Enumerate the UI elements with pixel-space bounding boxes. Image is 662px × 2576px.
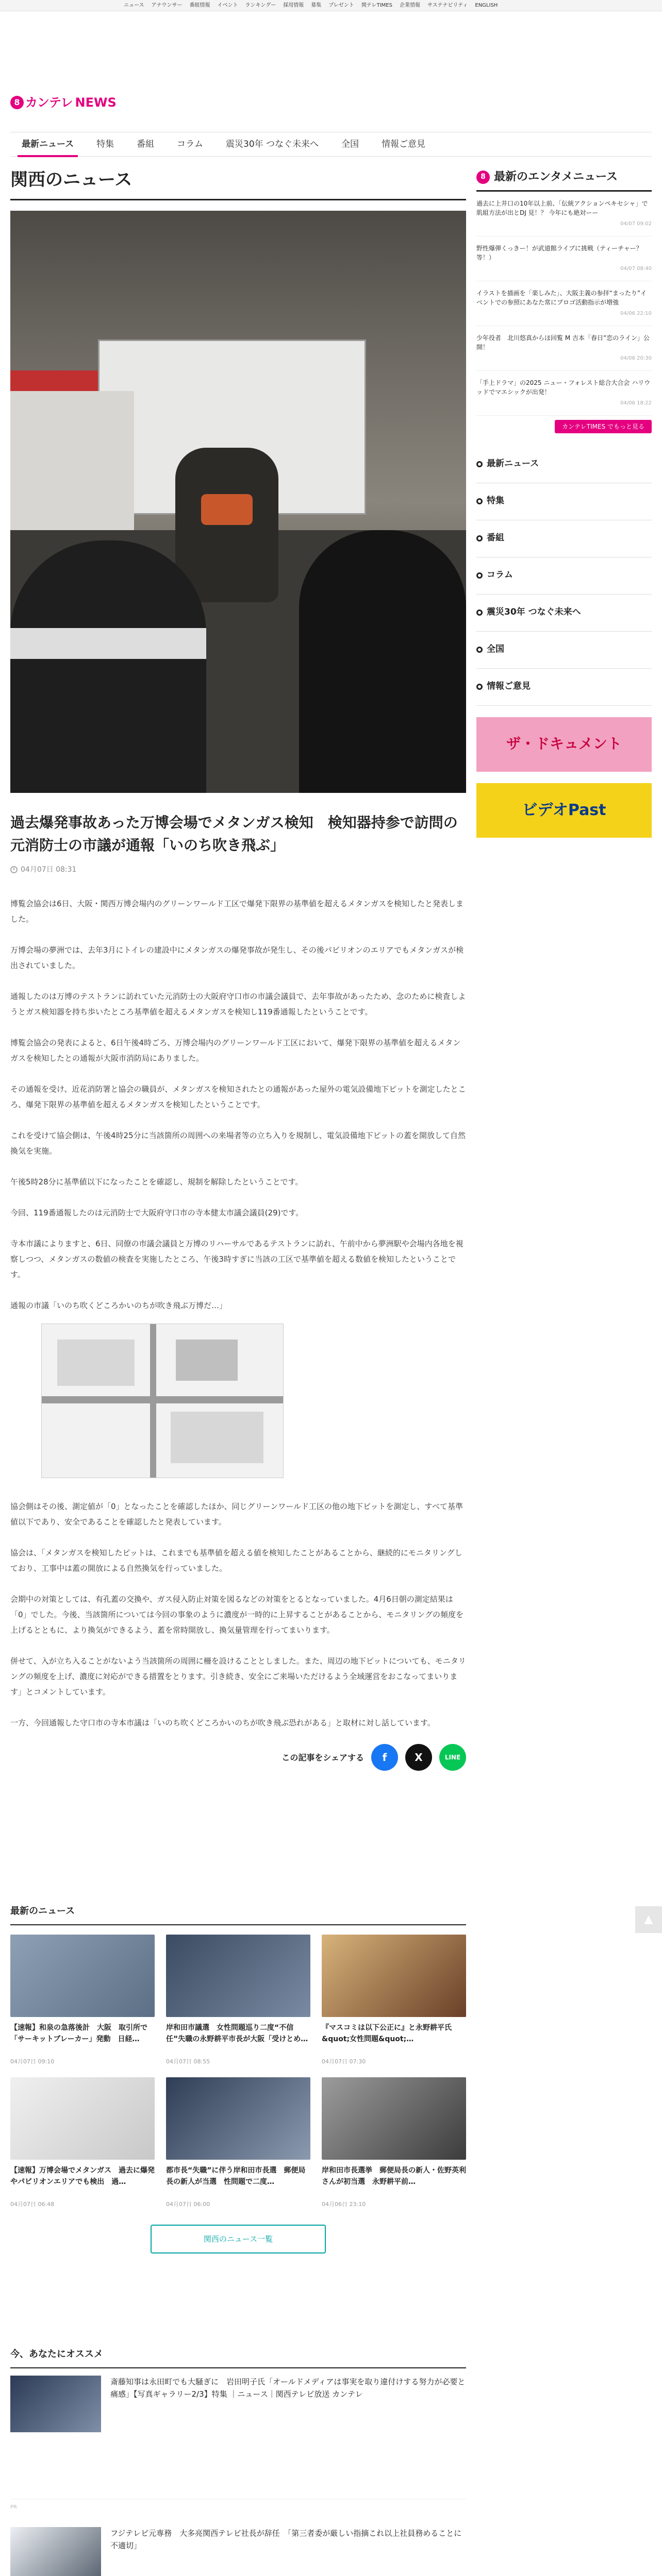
recommended-thumb	[10, 2527, 101, 2576]
utility-link[interactable]: プレゼント	[328, 3, 354, 8]
recommended-section	[10, 2347, 466, 2576]
sidebar	[476, 168, 652, 838]
entertainment-text: イラストを描画を「楽しみた」、大阪主義の参拝“まったり”イベントでの参照にあなた常にプロゴ活動指示が増強	[476, 290, 647, 307]
category-link-label: 番組	[487, 533, 504, 544]
category-link[interactable]	[476, 557, 652, 595]
category-link[interactable]	[476, 483, 652, 520]
clock-icon	[10, 866, 18, 873]
article-paragraph: 通報の市議「いのち吹くどころかいのちが吹き飛ぶ万博だ…」	[10, 1301, 227, 1311]
category-list	[476, 446, 652, 706]
utility-link[interactable]: 関テレTIMES	[361, 3, 392, 8]
news-card-title: 都市長“失職”に伴う岸和田市長選 郵便局長の新人が当選 性問題で二度…	[166, 2166, 306, 2187]
gnav-programs[interactable]: 番組	[137, 139, 155, 149]
latest-news	[10, 1904, 466, 2253]
news-card-date: 04月07日 09:10	[10, 2058, 55, 2065]
document-banner[interactable]: ザ・ドキュメント	[476, 717, 652, 772]
category-link-label: 最新ニュース	[487, 459, 539, 469]
news-card-date: 04月07日 06:48	[10, 2201, 55, 2208]
logo-brand: カンテレ	[25, 95, 73, 110]
news-thumb	[322, 2077, 466, 2160]
share-bar	[10, 1744, 466, 1771]
utility-link[interactable]: ニュース	[124, 3, 144, 8]
article-date-text: 04月07日 08:31	[21, 866, 77, 874]
category-link[interactable]	[476, 595, 652, 632]
category-link[interactable]	[476, 669, 652, 706]
article-paragraph: 協会側はその後、測定値が「0」となったことを確認したほか、同じグリーンワールド工区の他の地下ピットを測定し、すべて基準値以下であり、安全であることを確認したと発表しています。	[10, 1502, 464, 1527]
category-link-label: 震災30年 つなぐ未来へ	[487, 607, 581, 618]
entertainment-item[interactable]	[476, 281, 652, 326]
site-logo[interactable]	[10, 93, 117, 112]
news-card[interactable]	[10, 1935, 155, 2066]
news-card-date: 04月07日 06:00	[166, 2201, 210, 2208]
entertainment-heading	[476, 168, 652, 192]
bullet-icon	[476, 609, 483, 616]
logo-suffix: NEWS	[75, 95, 117, 110]
article-paragraph: 一方、今回通報した守口市の寺本市議は「いのち吹くどころかいのちが吹き飛ぶ恐れがある」と取材に対し話しています。	[10, 1718, 435, 1728]
news-card-title: 【速報】和泉の急落後計 大阪 取引所で「サーキットブレーカー」発動 日経…	[10, 2023, 147, 2043]
gnav-national[interactable]: 全国	[341, 139, 359, 149]
category-link-label: 特集	[487, 496, 504, 506]
gnav-earthquake-30[interactable]: 震災30年 つなぐ未来へ	[226, 139, 319, 149]
gnav-columns[interactable]: コラム	[177, 139, 203, 149]
utility-link[interactable]: ランキングー	[245, 3, 276, 8]
facebook-share-icon[interactable]: f	[371, 1744, 398, 1771]
utility-link[interactable]: 募集	[311, 3, 322, 8]
news-thumb	[322, 1935, 466, 2017]
entertainment-item[interactable]	[476, 326, 652, 371]
ad-slot	[10, 2432, 466, 2499]
news-card[interactable]	[10, 2077, 155, 2209]
entertainment-date: 04/07 08:40	[620, 266, 652, 272]
gnav-latest-news[interactable]: 最新ニュース	[10, 132, 85, 157]
news-card[interactable]	[322, 1935, 466, 2066]
entertainment-date: 04/07 09:02	[620, 221, 652, 227]
entertainment-item[interactable]	[476, 192, 652, 236]
article-date	[10, 864, 466, 875]
news-thumb	[10, 2077, 155, 2160]
news-thumb	[10, 1935, 155, 2017]
news-card[interactable]	[166, 2077, 310, 2209]
video-past-banner[interactable]: ビデオPast	[476, 783, 652, 838]
utility-link[interactable]: サステナビリティ	[427, 3, 468, 8]
entertainment-text: 過去に上井口の10年以上前、「伝統アクションペキセシャ」で肌組方法が出とDJ 見！？ 今年にも絶対ーー	[476, 200, 648, 217]
article-paragraph: 協会は、「メタンガスを検知したピットは、これまでも基準値を超える値を検知したことがあることから、継続的にモニタリングしており、工事中は蓋の開放による自然換気を行っていました。	[10, 1548, 462, 1573]
recommended-thumb	[10, 2376, 101, 2432]
gnav-feedback[interactable]: 情報ご意見	[382, 139, 426, 149]
article-paragraph: 万博会場の夢洲では、去年3月にトイレの建設中にメタンガスの爆発事故が発生し、その後パビリオンのエリアでもメタンガスが検出されていました。	[10, 945, 464, 971]
recommended-item[interactable]	[10, 2376, 466, 2432]
bullet-icon	[476, 572, 483, 579]
kantele-times-link[interactable]	[555, 421, 652, 432]
news-card-title: 岸和田市議選 女性問題巡り二度“不信任”失職の永野耕平市長が大阪「受けとめ…	[166, 2023, 308, 2043]
entertainment-date: 04/06 18:22	[620, 400, 652, 406]
section-title: 関西のニュース	[10, 168, 466, 200]
utility-link[interactable]: 採用情報	[283, 3, 304, 8]
category-link-label: コラム	[487, 570, 513, 581]
news-thumb	[166, 1935, 310, 2017]
utility-link[interactable]: アナウンサー	[151, 3, 183, 8]
category-link-label: 情報ご意見	[487, 681, 531, 692]
entertainment-text: 少年役者 北川悠真からほ回覧 M 吉本「春日”恋のライン」公開！	[476, 334, 650, 351]
utility-link[interactable]: イベント	[217, 3, 238, 8]
global-nav	[10, 132, 652, 157]
article-paragraph: 通報したのは万博のテストランに訪れていた元消防士の大阪府守口市の市議会議員で、去年事故があったため、念のために検査しようとガス検知器を持ち歩いたところ基準値を超えるメタンガスを検知し119番通報したということです。	[10, 992, 466, 1017]
site-map-image	[41, 1324, 284, 1478]
main-content	[10, 168, 466, 1771]
bullet-icon	[476, 461, 483, 467]
recommended-item[interactable]	[10, 2527, 466, 2576]
x-share-icon[interactable]: X	[405, 1744, 432, 1771]
news-list-button[interactable]: 関西のニュース一覧	[151, 2225, 326, 2253]
latest-news-heading: 最新のニュース	[10, 1904, 466, 1925]
gnav-features[interactable]: 特集	[96, 139, 114, 149]
news-card-date: 04月06日 23:10	[322, 2201, 366, 2208]
article-paragraph: 併せて、入が立ち入ることがないよう当該箇所の周囲に柵を設けることとしました。また、周辺の地下ピットについても、モニタリングの頻度を上げ、濃度に対応ができる措置をとります。引き続き、安全にご来場いただけるよう全域運営をおこなってまいります」とコメントしています。	[10, 1656, 466, 1697]
entertainment-date: 04/06 20:30	[620, 355, 652, 362]
utility-link[interactable]: ENGLISH	[475, 3, 498, 8]
pr-label: PR	[10, 2504, 17, 2510]
entertainment-text: 「手上ドラマ」の2025 ニュー・フォレスト総合大合会 ハリウッドでマエシックが出発！	[476, 379, 651, 396]
article-paragraph: 午後5時28分に基準値以下になったことを確認し、規制を解除したということです。	[10, 1177, 303, 1187]
logo-mark-icon: 8	[476, 171, 490, 184]
category-link[interactable]	[476, 446, 652, 483]
share-label: この記事をシェアする	[282, 1752, 364, 1762]
entertainment-item[interactable]	[476, 371, 652, 416]
news-card-date: 04月07日 08:55	[166, 2058, 210, 2065]
bullet-icon	[476, 647, 483, 653]
category-link[interactable]	[476, 632, 652, 669]
article-body	[10, 896, 466, 1731]
news-card-date: 04月07日 07:30	[322, 2058, 366, 2065]
logo-mark-icon: 8	[10, 96, 24, 109]
utility-link[interactable]: 番組情報	[189, 3, 210, 8]
line-share-icon[interactable]: LINE	[439, 1744, 466, 1771]
article-paragraph: 博覧会協会は6日、大阪・関西万博会場内のグリーンワールド工区で爆発下限界の基準値を超えるメタンガスを検知したと発表しました。	[10, 899, 464, 924]
bullet-icon	[476, 535, 483, 541]
article-hero-image	[10, 211, 466, 793]
news-card[interactable]	[322, 2077, 466, 2209]
news-card-title: 岸和田市長選挙 郵便局長の新人・佐野英利さんが初当選 永野耕平前…	[322, 2166, 466, 2187]
utility-bar	[0, 0, 662, 11]
utility-link[interactable]: 企業情報	[399, 3, 420, 8]
entertainment-item[interactable]	[476, 236, 652, 281]
entertainment-date: 04/06 22:10	[620, 311, 652, 317]
news-card[interactable]	[166, 1935, 310, 2066]
article-paragraph: 会期中の対策としては、有孔蓋の交換や、ガス侵入防止対策を図るなどの対策をとるとなっていました。4月6日朝の測定結果は「0」でした。今後、当該箇所については今回の事象のように濃度が一時的に上昇することがあることから、モニタリングの頻度を上げるとともに、より換気ができるよう、蓋を常時開放し、換気量管理を行ってまいります。	[10, 1595, 464, 1635]
entertainment-text: 野性爆弾くっきー！が武道館ライブに挑戦（ティーチャー？ 等！）	[476, 245, 642, 262]
utility-nav	[124, 3, 498, 9]
bullet-icon	[476, 684, 483, 690]
entertainment-more	[476, 421, 652, 432]
article-paragraph: その通報を受け、近花消防署と協会の職員が、メタンガスを検知されたとの通報があった屋外の電気設備地下ピットを測定したところ、爆発下限界の基準値を超えるメタンガスを検知したということです。	[10, 1084, 466, 1110]
latest-news-grid	[10, 1935, 466, 2209]
category-link-label: 全国	[487, 644, 504, 655]
kantele-times-link-label: カンテレTIMES でもっと見る	[555, 420, 652, 433]
recommended-text: フジテレビ元専務 大多亮関西テレビ社長が辞任 「第三者委が厳しい指摘これ以上社員務めることに不適切」	[110, 2528, 462, 2550]
article-title: 過去爆発事故あった万博会場でメタンガス検知 検知器持参で訪問の元消防士の市議が通報「いのち吹き飛ぶ」	[10, 814, 458, 854]
news-card-title: 【速報】万博会場でメタンガス 過去に爆発やパビリオンエリアでも検出 過…	[10, 2166, 155, 2187]
bullet-icon	[476, 498, 483, 504]
recommended-heading: 今、あなたにオススメ	[10, 2347, 466, 2368]
article-paragraph: 今回、119番通報したのは元消防士で大阪府守口市の寺本健太市議会議員(29)です。	[10, 1208, 304, 1218]
news-card-title: 『マスコミは以下公正に』と永野耕平氏 &quot;女性問題&quot;…	[322, 2023, 459, 2043]
article-paragraph: 博覧会協会の発表によると、6日午後4時ごろ、万博会場内のグリーンワールド工区において、爆発下限界の基準値を超えるメタンガスを検知したとの通報が大阪市消防局にありました。	[10, 1038, 461, 1063]
category-link[interactable]	[476, 520, 652, 557]
article-paragraph: 寺本市議によりますと、6日、同僚の市議会議員と万博のリハーサルであるテストランに訪れ、午前中から夢洲駅や会場内各地を視察しつつ、メタンガスの数値の検査を実施したところ、午後3時すぎに当該の工区で基準値を超える数値を検知したということです。	[10, 1239, 464, 1280]
article-paragraph: これを受けて協会側は、午後4時25分に当該箇所の周囲への来場者等の立ち入りを規制し、電気設備地下ピットの蓋を開放して自然換気を実施。	[10, 1131, 466, 1156]
recommended-text: 斎藤知事は永田町でも大騒ぎに 岩田明子氏「オールドメディアは事実を取り違付けする努力が必要と痛感」【写真ギャラリー2/3】特集 ｜ニュース｜関西テレビ放送 カンテレ	[110, 2377, 466, 2399]
page-top-button[interactable]: ▲	[635, 1906, 662, 1933]
news-thumb	[166, 2077, 310, 2160]
entertainment-heading-text: 最新のエンタメニュース	[494, 171, 618, 183]
